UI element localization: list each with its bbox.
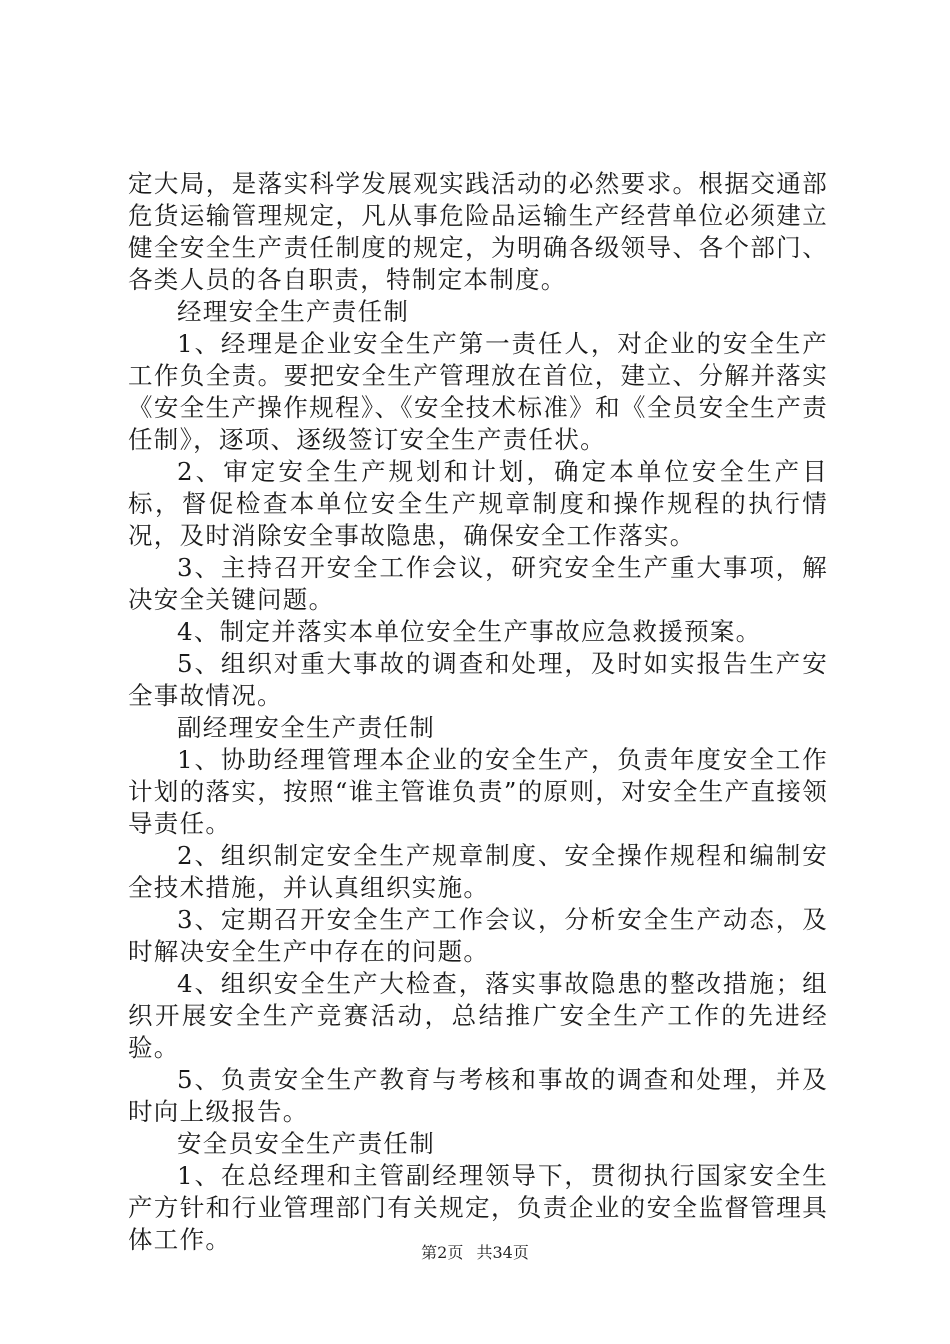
section-heading-deputy-manager: 副经理安全生产责任制 (177, 713, 435, 742)
list-item: 1、经理是企业安全生产第一责任人，对企业的安全生产工作负全责。要把安全生产管理放在首位，建立、分解并落实《安全生产操作规程》、《安全技术标准》和《全员安全生产责任制》，逐项、逐级签订安全生产责任状。 (128, 329, 828, 454)
document-body (128, 168, 828, 1256)
list-item: 5、负责安全生产教育与考核和事故的调查和处理，并及时向上级报告。 (128, 1065, 828, 1126)
list-item: 4、组织安全生产大检查，落实事故隐患的整改措施；组织开展安全生产竞赛活动，总结推广安全生产工作的先进经验。 (128, 969, 828, 1062)
list-item: 2、审定安全生产规划和计划，确定本单位安全生产目标，督促检查本单位安全生产规章制度和操作规程的执行情况，及时消除安全事故隐患，确保安全工作落实。 (128, 457, 828, 550)
page-total: 共34页 (476, 1243, 529, 1262)
list-item: 1、在总经理和主管副经理领导下，贯彻执行国家安全生产方针和行业管理部门有关规定，负责企业的安全监督管理具体工作。 (128, 1161, 828, 1254)
paragraph-intro: 定大局，是落实科学发展观实践活动的必然要求。根据交通部危货运输管理规定，凡从事危险品运输生产经营单位必须建立健全安全生产责任制度的规定，为明确各级领导、各个部门、各类人员的各自职责，特制定本制度。 (128, 169, 828, 294)
section-heading-safety-officer: 安全员安全生产责任制 (177, 1129, 435, 1158)
list-item: 2、组织制定安全生产规章制度、安全操作规程和编制安全技术措施，并认真组织实施。 (128, 841, 828, 902)
list-item: 3、主持召开安全工作会议，研究安全生产重大事项，解决安全关键问题。 (128, 553, 828, 614)
page-footer (0, 1243, 950, 1263)
list-item: 5、组织对重大事故的调查和处理，及时如实报告生产安全事故情况。 (128, 649, 828, 710)
list-item: 3、定期召开安全生产工作会议，分析安全生产动态，及时解决安全生产中存在的问题。 (128, 905, 828, 966)
list-item: 4、制定并落实本单位安全生产事故应急救援预案。 (177, 617, 762, 646)
section-heading-manager: 经理安全生产责任制 (177, 297, 410, 326)
page-number: 第2页 (421, 1243, 464, 1262)
list-item: 1、协助经理管理本企业的安全生产，负责年度安全工作计划的落实，按照“谁主管谁负责”的原则，对安全生产直接领导责任。 (128, 745, 828, 838)
